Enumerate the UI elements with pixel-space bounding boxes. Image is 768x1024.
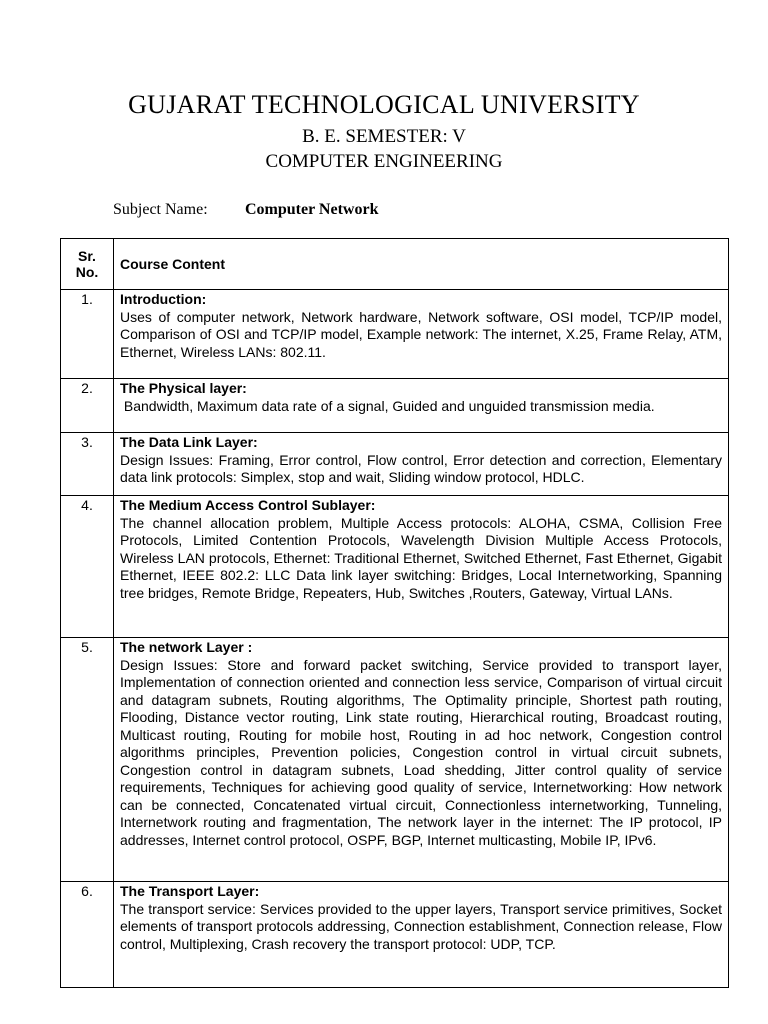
row-number: 1. [61,290,114,379]
row-content [114,290,729,379]
table-row [61,638,729,882]
header-course-content: Course Content [114,239,729,290]
row-content [114,882,729,988]
row-content [114,638,729,882]
row-number: 5. [61,638,114,882]
semester-title: B. E. SEMESTER: V [302,126,466,147]
row-body: Design Issues: Framing, Error control, Flow control, Error detection and correction, Elementary data link protocols: Simplex, stop and wait, Sliding window protocol, HDLC. [120,451,722,485]
course-content-table [60,238,729,988]
table-row [61,496,729,638]
row-number: 4. [61,496,114,638]
row-title: The Medium Access Control Sublayer: [120,497,376,513]
row-content [114,496,729,638]
department-title: COMPUTER ENGINEERING [265,151,503,172]
subject-line [113,201,378,219]
row-title: The Physical layer: [120,380,247,396]
row-body: The channel allocation problem, Multiple Access protocols: ALOHA, CSMA, Collision Free Protocols, Limited Contention Protocols, Wavelength Division Multiple Access Protocols, Wireless LAN protocols, Ethernet: Traditional Ethernet, Switched Ethernet, Fast Ethernet, Gigabit Ethernet, IEEE 802.2: LLC Data link layer switching: Bridges, Local Internetworking, Spanning tree bridges, Remote Bridge, Repeaters, Hub, Switches ,Routers, Gateway, Virtual LANs. [120,514,722,601]
row-number: 6. [61,882,114,988]
row-title: The Transport Layer: [120,883,260,899]
row-content [114,379,729,433]
row-body: Design Issues: Store and forward packet switching, Service provided to transport layer, Implementation of connection oriented and connection less service, Comparison of virtual circuit and datagram subnets, Routing algorithms, The Optimality principle, Shortest path routing, Flooding, Distance vector routing, Link state routing, Hierarchical routing, Broadcast routing, Multicast routing, Routing for mobile host, Routing in ad hoc network, Congestion control algorithms principles, Prevention policies, Congestion control in virtual circuit subnets, Congestion control in datagram subnets, Load shedding, Jitter control quality of service requirements, Techniques for achieving good quality of service, Internetworking: How network can be connected, Concatenated virtual circuit, Connectionless internetworking, Tunneling, Internetwork routing and fragmentation, The network layer in the internet: The IP protocol, IP addresses, Internet control protocol, OSPF, BGP, Internet multicasting, Mobile IP, IPv6. [120,656,722,848]
table-row [61,433,729,496]
subject-label: Subject Name: [113,201,208,218]
row-body: Bandwidth, Maximum data rate of a signal, Guided and unguided transmission media. [120,397,655,414]
row-title: The Data Link Layer: [120,434,258,450]
table-row [61,290,729,379]
row-number: 3. [61,433,114,496]
header-sr-no: Sr. No. [61,239,114,290]
table-row [61,882,729,988]
row-title: The network Layer : [120,639,253,655]
row-content [114,433,729,496]
row-body: Uses of computer network, Network hardware, Network software, OSI model, TCP/IP model, Comparison of OSI and TCP/IP model, Example network: The internet, X.25, Frame Relay, ATM, Ethernet, Wireless LANs: 802.11. [120,308,722,360]
row-body: The transport service: Services provided to the upper layers, Transport service primitives, Socket elements of transport protocols addressing, Connection establishment, Connection release, Flow control, Multiplexing, Crash recovery the transport protocol: UDP, TCP. [120,900,722,952]
subject-name: Computer Network [245,201,379,218]
university-title: GUJARAT TECHNOLOGICAL UNIVERSITY [128,90,640,119]
table-row [61,379,729,433]
row-title: Introduction: [120,291,207,307]
row-number: 2. [61,379,114,433]
